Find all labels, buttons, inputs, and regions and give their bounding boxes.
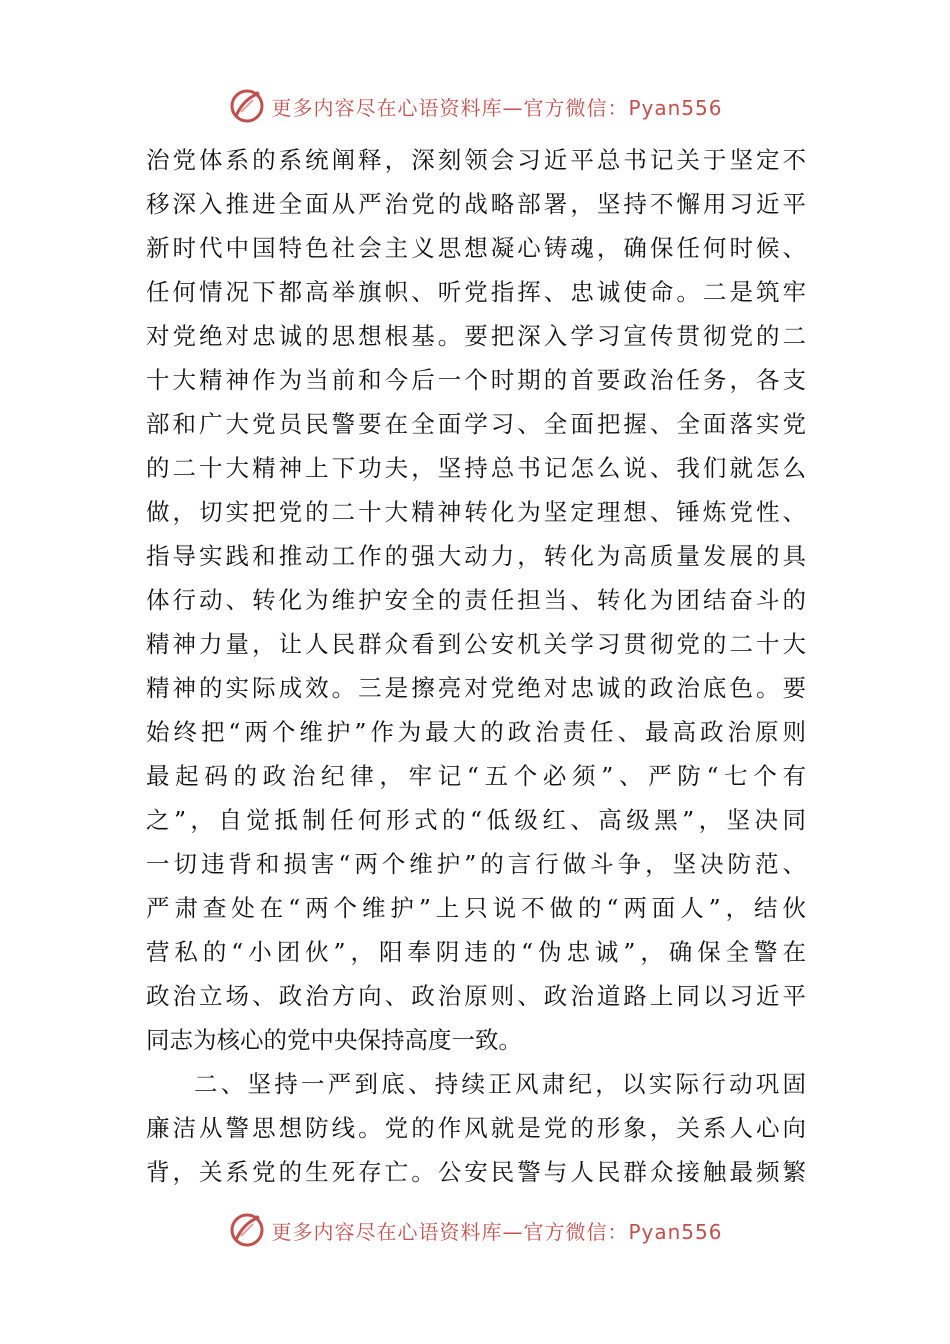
text-line: 做，切实把党的二十大精神转化为坚定理想、锤炼党性、	[146, 498, 806, 526]
text-line: 十大精神作为当前和今后一个时期的首要政治任务，各支	[146, 366, 806, 394]
text-line: 精神的实际成效。三是擦亮对党绝对忠诚的政治底色。要	[146, 674, 806, 702]
text-line: 严肃查处在“两个维护”上只说不做的“两面人”，结伙	[146, 894, 806, 922]
paragraph-end-line: 同志为核心的党中央保持高度一致。	[146, 1026, 522, 1054]
text-line: 体行动、转化为维护安全的责任担当、转化为团结奋斗的	[146, 586, 806, 614]
text-line: 最起码的政治纪律，牢记“五个必须”、严防“七个有	[146, 762, 806, 790]
text-line: 移深入推进全面从严治党的战略部署，坚持不懈用习近平	[146, 190, 806, 218]
footer-banner	[0, 1208, 950, 1252]
text-line: 廉洁从警思想防线。党的作风就是党的形象，关系人心向	[146, 1114, 806, 1142]
text-line: 对党绝对忠诚的思想根基。要把深入学习宣传贯彻党的二	[146, 322, 806, 350]
text-line: 政治立场、政治方向、政治原则、政治道路上同以习近平	[146, 982, 806, 1010]
text-line: 一切违背和损害“两个维护”的言行做斗争，坚决防范、	[146, 850, 806, 878]
footer-banner-text: 更多内容尽在心语资料库—官方微信：Pyan556	[271, 1219, 723, 1244]
text-line: 之”，自觉抵制任何形式的“低级红、高级黑”，坚决同	[146, 806, 806, 834]
section-heading-line: 二、坚持一严到底、持续正风肃纪，以实际行动巩固	[194, 1070, 806, 1098]
text-line: 精神力量，让人民群众看到公安机关学习贯彻党的二十大	[146, 630, 806, 658]
text-line: 的二十大精神上下功夫，坚持总书记怎么说、我们就怎么	[146, 454, 806, 482]
pen-swirl-icon	[227, 86, 267, 126]
text-line: 任何情况下都高举旗帜、听党指挥、忠诚使命。二是筑牢	[146, 278, 806, 306]
text-line: 营私的“小团伙”，阳奉阴违的“伪忠诚”，确保全警在	[146, 938, 806, 966]
text-line: 背，关系党的生死存亡。公安民警与人民群众接触最频繁	[146, 1158, 806, 1186]
text-line: 始终把“两个维护”作为最大的政治责任、最高政治原则	[146, 718, 806, 746]
text-line: 指导实践和推动工作的强大动力，转化为高质量发展的具	[146, 542, 806, 570]
header-banner	[0, 84, 950, 128]
text-line: 新时代中国特色社会主义思想凝心铸魂，确保任何时候、	[146, 234, 806, 262]
text-line: 部和广大党员民警要在全面学习、全面把握、全面落实党	[146, 410, 806, 438]
header-banner-text: 更多内容尽在心语资料库—官方微信：Pyan556	[271, 95, 723, 120]
pen-swirl-icon	[227, 1210, 267, 1250]
text-line: 治党体系的系统阐释，深刻领会习近平总书记关于坚定不	[146, 146, 806, 174]
